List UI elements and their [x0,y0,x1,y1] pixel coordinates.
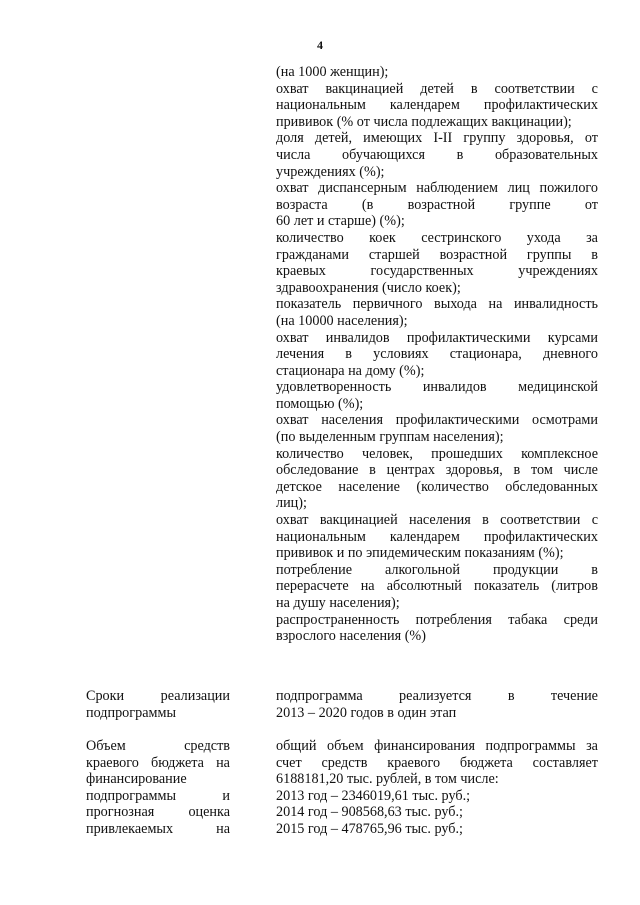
text-line: количество человек, прошедших комплексное [276,445,598,462]
terms-value [276,688,598,721]
indicators-list [276,64,598,645]
text-line: гражданами старшей возрастной группы в [276,246,598,263]
funding-label [86,738,230,838]
text-line: прививок и по эпидемическим показаниям (%); [276,545,564,562]
text-line: помощью (%); [276,395,364,412]
text-line: прогнозная оценка [86,804,230,821]
text-line: обследование в центрах здоровья, в том числе [276,462,598,479]
text-line: 6188181,20 тыс. рублей, в том числе: [276,771,499,788]
text-line: распространенность потребления табака среди [276,611,598,628]
text-line: привлекаемых на [86,820,230,837]
text-line: 60 лет и старше) (%); [276,213,405,230]
text-line: здравоохранения (число коек); [276,279,461,296]
text-line: лечения в условиях стационара, дневного [276,346,598,363]
text-line: перерасчете на абсолютный показатель (литров [276,578,598,595]
text-line: потребление алкогольной продукции в [276,561,598,578]
text-line: общий объем финансирования подпрограммы за [276,738,598,754]
text-line: 2015 год – 478765,96 тыс. руб.; [276,820,463,837]
text-line: национальным календарем профилактических [276,528,598,545]
text-line: (на 10000 населения); [276,312,408,329]
text-line: краевого бюджета на [86,754,230,771]
text-line: подпрограммы и [86,787,230,804]
terms-label [86,688,230,721]
text-line: краевых государственных учреждениях [276,263,598,280]
text-line: удовлетворенность инвалидов медицинской [276,379,598,396]
text-line: национальным календарем профилактических [276,97,598,114]
text-line: охват вакцинацией детей в соответствии с [276,80,598,97]
text-line: взрослого населения (%) [276,628,426,645]
text-line: 2013 – 2020 годов в один этап [276,704,457,721]
text-line: Сроки реализации [86,688,230,704]
text-line: охват диспансерным наблюдением лиц пожилого [276,180,598,197]
text-line: Объем средств [86,738,230,754]
text-line: охват вакцинацией населения в соответствии с [276,512,598,529]
page-number: 4 [317,38,323,52]
text-line: возраста (в возрастной группе от [276,196,598,213]
text-line: счет средств краевого бюджета составляет [276,754,598,771]
text-line: учреждениях (%); [276,163,385,180]
text-line: доля детей, имеющих I-II группу здоровья, от [276,130,598,147]
funding-value [276,738,598,838]
text-line: охват населения профилактическими осмотрами [276,412,598,429]
text-line: финансирование [86,771,187,788]
text-line: детское население (количество обследованных [276,478,598,495]
text-line: (на 1000 женщин); [276,64,389,80]
text-line: подпрограммы [86,704,176,721]
text-line: количество коек сестринского ухода за [276,229,598,246]
text-line: (по выделенным группам населения); [276,429,504,446]
text-line: прививок (% от числа подлежащих вакцинации); [276,113,572,130]
text-line: 2014 год – 908568,63 тыс. руб.; [276,804,463,821]
text-line: лиц); [276,495,307,512]
text-line: числа обучающихся в образовательных [276,146,598,163]
text-line: стационара на дому (%); [276,362,425,379]
text-line: охват инвалидов профилактическими курсами [276,329,598,346]
text-line: подпрограмма реализуется в течение [276,688,598,704]
text-line: показатель первичного выхода на инвалидность [276,296,598,313]
text-line: 2013 год – 2346019,61 тыс. руб.; [276,787,471,804]
text-line: на душу населения); [276,595,400,611]
